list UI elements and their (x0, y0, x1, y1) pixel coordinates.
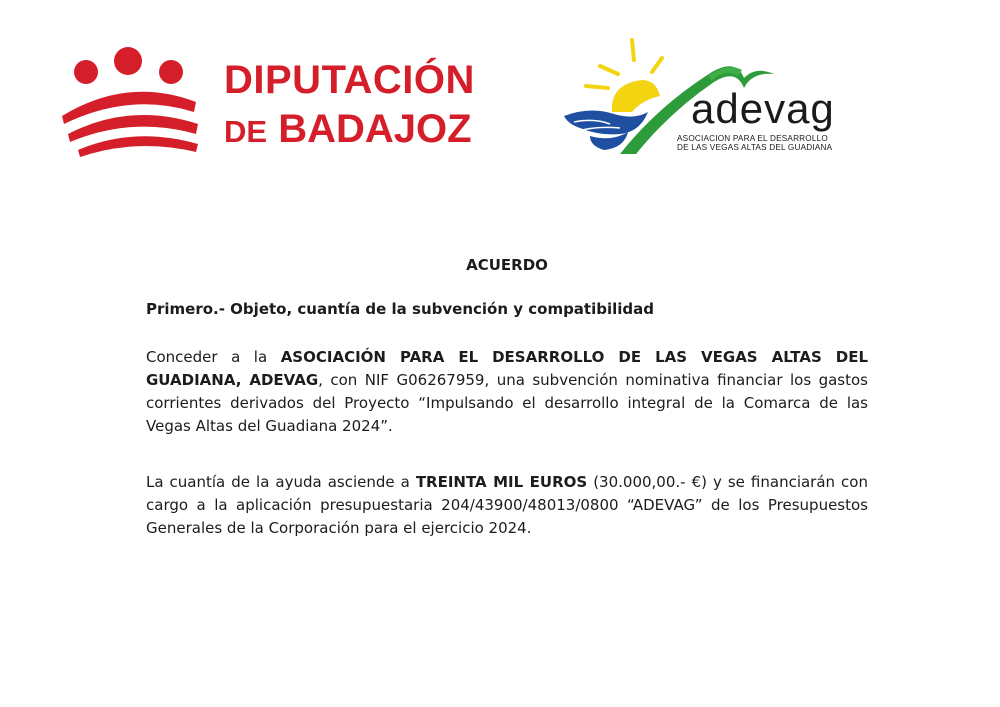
document-title: ACUERDO (466, 256, 548, 274)
adevag-subtitle-line1: ASOCIACION PARA EL DESARROLLO (677, 134, 828, 143)
adevag-logo (560, 36, 880, 161)
paragraph-2-text-a: La cuantía de la ayuda asciende a (146, 473, 416, 491)
section-heading: Primero.- Objeto, cuantía de la subvención y compatibilidad (146, 300, 655, 318)
paragraph-1-bold: ASOCIACIÓN PARA EL DESARROLLO DE LAS VEGAS ALTAS DEL GUADIANA, ADEVAG (146, 348, 869, 389)
diputacion-emblem-icon (58, 46, 218, 161)
diputacion-name-line2 (224, 109, 475, 149)
diputacion-prefix: DE (224, 114, 268, 149)
paragraph-2-text-b: (30.000,00.- €) y se financiarán con cargo a la aplicación presupuestaria 204/43900/48013/0800 “ADEVAG” de los Presupuestos Generales de la Corporación para el ejercicio 2024. (146, 473, 868, 537)
paragraph-2 (146, 471, 868, 540)
paragraph-1 (146, 346, 868, 438)
diputacion-name-line1: DIPUTACIÓN (224, 58, 475, 102)
paragraph-2-bold: TREINTA MIL EUROS (415, 473, 588, 491)
diputacion-badajoz-logo (58, 46, 498, 161)
paragraph-1-text-a: Conceder a la (146, 348, 281, 366)
adevag-wordmark: adevag (691, 85, 835, 132)
paragraph-1-text-b: , con NIF G06267959, una subvención nominativa financiar los gastos corrientes derivados del Proyecto “Impulsando el desarrollo integral de la Comarca de las Vegas Altas del Guadiana 2024”. (146, 371, 868, 435)
diputacion-badajoz: BADAJOZ (278, 107, 472, 151)
adevag-subtitle (677, 134, 832, 153)
adevag-subtitle-line2: DE LAS VEGAS ALTAS DEL GUADIANA (677, 143, 833, 153)
